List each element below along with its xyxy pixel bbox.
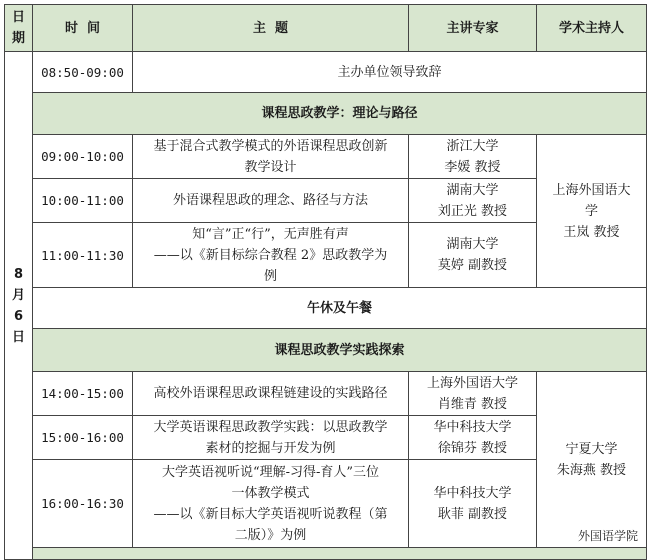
r6-speaker: 华中科技大学 耿菲 副教授: [409, 460, 537, 548]
r4-topic: 高校外语课程思政课程链建设的实践路径: [133, 372, 409, 416]
header-host: 学术主持人: [537, 5, 647, 52]
r3-topic: 知“言”正“行”，无声胜有声 ——以《新目标综合教程 2》思政教学为 例: [133, 223, 409, 288]
r1-speaker: 浙江大学 李媛 教授: [409, 135, 537, 179]
section2-title: 课程思政教学实践探索: [33, 329, 647, 372]
schedule-table: [4, 4, 647, 560]
r3-time: 11:00-11:30: [33, 223, 133, 288]
r3-speaker: 湖南大学 莫婷 副教授: [409, 223, 537, 288]
section1-row: [5, 93, 647, 135]
date-cell: 8 月 6 日: [5, 52, 33, 560]
header-time: 时 间: [33, 5, 133, 52]
r2-time: 10:00-11:00: [33, 179, 133, 223]
section2-row: [5, 329, 647, 372]
table-row: [5, 548, 647, 560]
r4-speaker: 上海外国语大学 肖维青 教授: [409, 372, 537, 416]
r6-time: 16:00-16:30: [33, 460, 133, 548]
section1-title: 课程思政教学：理论与路径: [33, 93, 647, 135]
r2-topic: 外语课程思政的理念、路径与方法: [133, 179, 409, 223]
lunch-title: 午休及午餐: [33, 288, 647, 329]
lunch-row: [5, 288, 647, 329]
host1: 上海外国语大 学 王岚 教授: [537, 135, 647, 288]
header-speaker: 主讲专家: [409, 5, 537, 52]
r5-topic: 大学英语课程思政教学实践：以思政教学 素材的挖掘与开发为例: [133, 416, 409, 460]
opening-topic: 主办单位领导致辞: [133, 52, 647, 93]
opening-time: 08:50-09:00: [33, 52, 133, 93]
host2: 宁夏大学 朱海燕 教授: [537, 372, 647, 548]
watermark: 外国语学院: [578, 529, 639, 543]
r6-topic: 大学英语视听说“理解-习得-育人”三位 一体教学模式 ——以《新目标大学英语视听说教程（第 二版）》为例: [133, 460, 409, 548]
header-topic: 主 题: [133, 5, 409, 52]
header-date: 日 期: [5, 5, 33, 52]
r5-speaker: 华中科技大学 徐锦芬 教授: [409, 416, 537, 460]
r5-time: 15:00-16:00: [33, 416, 133, 460]
table-row: [5, 135, 647, 179]
opening-row: [5, 52, 647, 93]
r2-speaker: 湖南大学 刘正光 教授: [409, 179, 537, 223]
next-section-strip: [33, 548, 647, 560]
r1-time: 09:00-10:00: [33, 135, 133, 179]
r4-time: 14:00-15:00: [33, 372, 133, 416]
r1-topic: 基于混合式教学模式的外语课程思政创新 教学设计: [133, 135, 409, 179]
table-row: [5, 372, 647, 416]
header-row: [5, 5, 647, 52]
